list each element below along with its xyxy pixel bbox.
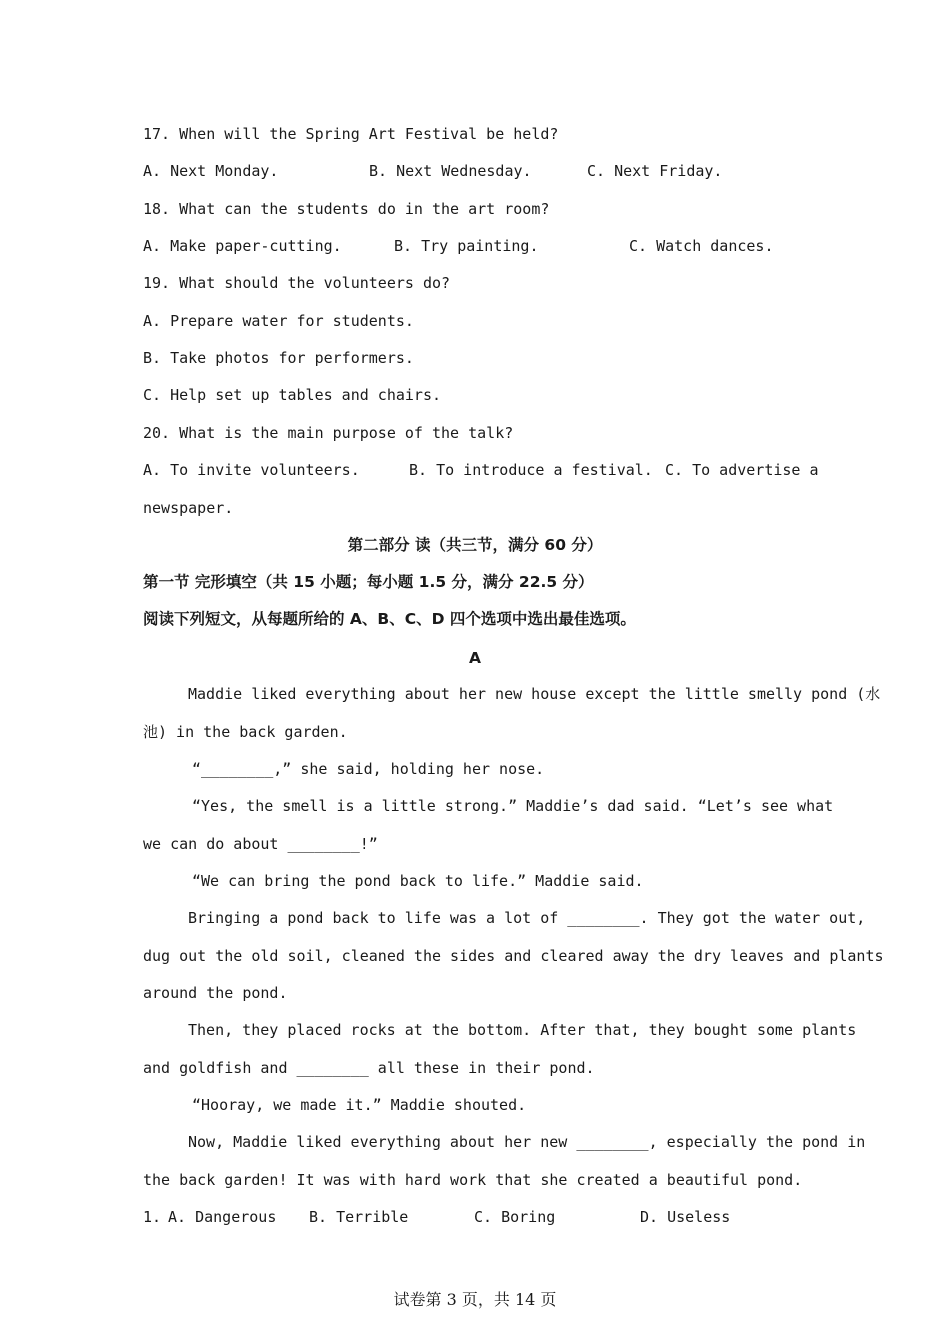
q18-option-a: A. Make paper-cutting. — [143, 237, 342, 255]
q1-option-a: A. Dangerous — [168, 1208, 277, 1226]
q1-option-c: C. Boring — [474, 1208, 556, 1226]
passage-line: “We can bring the pond back to life.” Maddie said. — [192, 872, 644, 890]
passage-line: Maddie liked everything about her new house except the little smelly pond (水 — [188, 685, 881, 703]
passage-line: 池) in the back garden. — [143, 723, 348, 741]
passage-line: “Yes, the smell is a little strong.” Maddie’s dad said. “Let’s see what — [192, 797, 834, 815]
question-20-stem: 20. What is the main purpose of the talk? — [143, 424, 514, 442]
question-18-stem: 18. What can the students do in the art room? — [143, 200, 550, 218]
passage-line: Bringing a pond back to life was a lot of ________. They got the water out, — [188, 909, 866, 927]
q20-option-c-continued: newspaper. — [143, 499, 234, 517]
passage-line: the back garden! It was with hard work that she created a beautiful pond. — [143, 1171, 803, 1189]
q18-option-b: B. Try painting. — [394, 237, 539, 255]
q19-option-c: C. Help set up tables and chairs. — [143, 386, 442, 404]
passage-line: “Hooray, we made it.” Maddie shouted. — [192, 1096, 527, 1114]
q19-option-b: B. Take photos for performers. — [143, 349, 414, 367]
q19-option-a: A. Prepare water for students. — [143, 312, 414, 330]
question-17-stem: 17. When will the Spring Art Festival be held? — [143, 125, 559, 143]
section-instruction: 阅读下列短文，从每题所给的 A、B、C、D 四个选项中选出最佳选项。 — [143, 610, 636, 628]
q17-option-c: C. Next Friday. — [587, 162, 723, 180]
q17-option-b: B. Next Wednesday. — [369, 162, 532, 180]
passage-line: Then, they placed rocks at the bottom. After that, they bought some plants — [188, 1021, 857, 1039]
q20-option-b: B. To introduce a festival. — [409, 461, 653, 479]
q17-option-a: A. Next Monday. — [143, 162, 279, 180]
passage-line: dug out the old soil, cleaned the sides and cleared away the dry leaves and plants — [143, 947, 884, 965]
question-1-number: 1. — [143, 1208, 162, 1226]
passage-line: we can do about ________!” — [143, 835, 378, 853]
question-19-stem: 19. What should the volunteers do? — [143, 274, 451, 292]
q1-option-b: B. Terrible — [309, 1208, 409, 1226]
section-one-heading: 第一节 完形填空（共 15 小题；每小题 1.5 分，满分 22.5 分） — [143, 573, 594, 591]
passage-line: Now, Maddie liked everything about her new ________, especially the pond in — [188, 1133, 866, 1151]
q1-option-d: D. Useless — [640, 1208, 731, 1226]
passage-line: around the pond. — [143, 984, 288, 1002]
page-footer: 试卷第 3 页，共 14 页 — [393, 1290, 557, 1309]
part-two-title: 第二部分 读（共三节，满分 60 分） — [347, 536, 603, 554]
passage-line: “________,” she said, holding her nose. — [192, 760, 545, 778]
passage-line: and goldfish and ________ all these in their pond. — [143, 1059, 595, 1077]
q20-option-a: A. To invite volunteers. — [143, 461, 360, 479]
q20-option-c: C. To advertise a — [665, 461, 819, 479]
passage-label: A — [469, 649, 481, 667]
q18-option-c: C. Watch dances. — [629, 237, 774, 255]
